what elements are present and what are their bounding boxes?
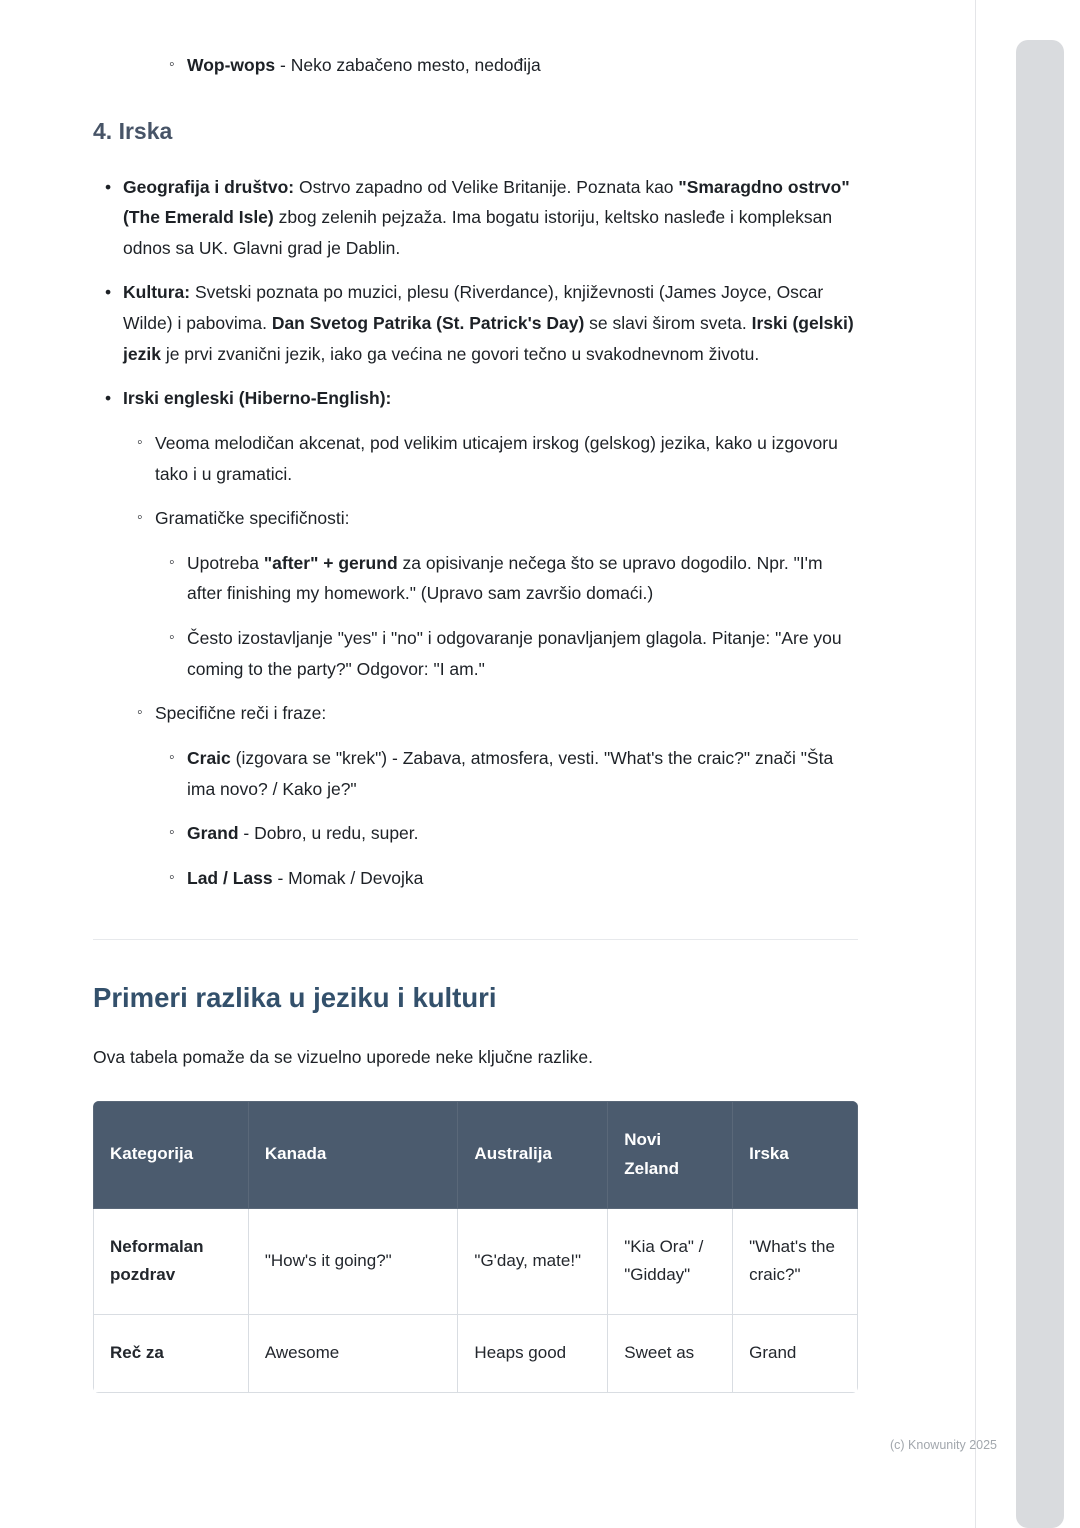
list-item-text: Gramatičke specifičnosti: <box>155 508 350 529</box>
list-item <box>93 818 858 849</box>
bullet-list-irska <box>93 172 858 894</box>
table-row <box>94 1208 858 1315</box>
list-item-text: Kultura: Svetski poznata po muzici, plesu (Riverdance), književnosti (James Joyce, Oscar Wilde) i pabovima. Dan Svetog Patrika (St. Patrick's Day) se slavi širom sveta. Irski (gelski) jezik je prvi zvanični jezik, iako ga većina ne govori tečno u svakodnevnom životu. <box>123 282 854 364</box>
table-header-cell: Kategorija <box>94 1101 249 1208</box>
table-cell: Awesome <box>248 1315 458 1393</box>
table-header-cell: Novi Zeland <box>608 1101 733 1208</box>
list-item-text: Geografija i društvo: Ostrvo zapadno od Velike Britanije. Poznata kao "Smaragdno ostrvo" (The Emerald Isle) zbog zelenih pejzaža. Ima bogatu istoriju, keltsko nasleđe i kompleksan odnos sa UK. Glavni grad je Dablin. <box>123 176 850 258</box>
list-item <box>93 172 858 264</box>
table-intro: Ova tabela pomaže da se vizuelno uporede neke ključne razlike. <box>93 1047 594 1068</box>
list-item <box>93 743 858 804</box>
table-cell: Grand <box>733 1315 858 1393</box>
table-header-cell: Australija <box>458 1101 608 1208</box>
table-header-cell: Irska <box>733 1101 858 1208</box>
list-item <box>93 277 858 369</box>
comparison-table-wrap <box>93 1101 858 1393</box>
document-content <box>93 0 858 1393</box>
bullet-list-top <box>93 50 858 81</box>
table-cell: "G'day, mate!" <box>458 1208 608 1315</box>
table-cell: "How's it going?" <box>248 1208 458 1315</box>
table-cell: "What's the craic?" <box>733 1208 858 1315</box>
list-item-text: Wop-wops - Neko zabačeno mesto, nedođija <box>187 55 541 75</box>
list-item-text: Craic (izgovara se "krek") - Zabava, atmosfera, vesti. "What's the craic?" znači "Šta ima novo? / Kako je?" <box>187 747 834 799</box>
circle-bullet-icon: ◦ <box>137 433 143 451</box>
table-cell-category: Neformalan pozdrav <box>94 1208 249 1315</box>
table-cell: "Kia Ora" / "Gidday" <box>608 1208 733 1315</box>
watermark: (c) Knowunity 2025 <box>890 1438 998 1452</box>
list-item <box>93 698 858 729</box>
list-item <box>93 428 858 489</box>
list-item <box>93 50 858 81</box>
page-edge-line <box>975 0 976 1528</box>
list-item-text: Grand - Dobro, u redu, super. <box>187 823 419 844</box>
list-item-text: Specifične reči i fraze: <box>155 703 327 724</box>
circle-bullet-icon: ◦ <box>169 553 175 571</box>
table-body <box>94 1208 858 1393</box>
table-header-cell: Kanada <box>248 1101 458 1208</box>
list-item <box>93 383 858 414</box>
section-divider <box>93 939 858 940</box>
list-item-text: Lad / Lass - Momak / Devojka <box>187 867 424 888</box>
table-header-row <box>94 1101 858 1208</box>
disc-bullet-icon: • <box>105 176 112 197</box>
circle-bullet-icon: ◦ <box>137 509 143 527</box>
list-item-text: Često izostavljanje "yes" i "no" i odgovaranje ponavljanjem glagola. Pitanje: "Are you coming to the party?" Odgovor: "I am." <box>187 628 842 679</box>
circle-bullet-icon: ◦ <box>169 56 175 73</box>
scrollbar-thumb[interactable] <box>1016 40 1064 1528</box>
circle-bullet-icon: ◦ <box>137 704 143 722</box>
list-item-text: Upotreba "after" + gerund za opisivanje nečega što se upravo dogodilo. Npr. "I'm after finishing my homework." (Upravo sam završio domaći.) <box>187 552 823 604</box>
list-item <box>93 623 858 684</box>
circle-bullet-icon: ◦ <box>169 868 175 886</box>
list-item <box>93 863 858 894</box>
list-item-text: Irski engleski (Hiberno-English): <box>123 388 392 409</box>
section-heading-primeri: Primeri razlika u jeziku i kulturi <box>93 982 497 1014</box>
table-cell: Heaps good <box>458 1315 608 1393</box>
disc-bullet-icon: • <box>105 388 112 409</box>
comparison-table <box>93 1101 858 1393</box>
list-item <box>93 548 858 609</box>
disc-bullet-icon: • <box>105 282 112 303</box>
table-cell-category: Reč za <box>94 1315 249 1393</box>
list-item-text: Veoma melodičan akcenat, pod velikim uticajem irskog (gelskog) jezika, kako u izgovoru tako i u gramatici. <box>155 432 838 484</box>
circle-bullet-icon: ◦ <box>169 748 175 766</box>
list-item <box>93 503 858 534</box>
section-heading-irska: 4. Irska <box>93 117 173 144</box>
circle-bullet-icon: ◦ <box>169 824 175 842</box>
circle-bullet-icon: ◦ <box>169 629 175 647</box>
table-cell: Sweet as <box>608 1315 733 1393</box>
table-row <box>94 1315 858 1393</box>
